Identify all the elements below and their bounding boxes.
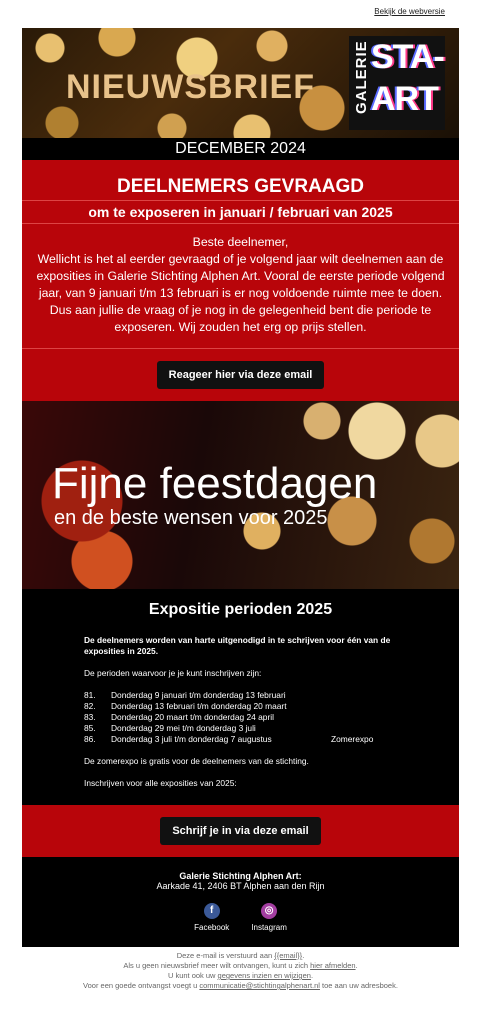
periods-list [84,690,429,745]
period-dates: Donderdag 13 februari t/m donderdag 20 maart [111,701,287,711]
instagram-icon: ◎ [261,903,277,919]
manage-data-link[interactable]: gegevens inzien en wijzigen [217,971,311,980]
list-item [84,712,429,723]
period-number: 83. [84,712,96,722]
holiday-banner [22,401,459,589]
periods-intro: De perioden waarvoor je je kunt inschrijven zijn: [84,668,262,678]
header-banner [22,28,459,138]
period-dates: Donderdag 29 mei t/m donderdag 3 juli [111,723,256,733]
instagram-link[interactable] [251,903,287,932]
facebook-link[interactable] [194,903,229,932]
legal-footer [0,951,481,991]
respond-email-button[interactable]: Reageer hier via deze email [157,361,325,389]
intro-subheading: om te exposeren in januari / februari van 2025 [22,200,459,224]
social-links [22,903,459,932]
facebook-label: Facebook [194,923,230,932]
legal-text: toe aan uw adresboek. [319,981,398,990]
list-item [84,690,429,701]
contact-email-link[interactable]: communicatie@stichtingalphenart.nl [199,981,320,990]
legal-text: . [310,971,314,980]
newsletter [22,28,459,947]
gallery-name: Galerie Stichting Alphen Art: [179,871,302,881]
expo-invite: De deelnemers worden van harte uitgenodigd in te schrijven voor één van de exposities in 2025. [84,635,391,656]
legal-line [0,981,481,991]
logo-sta-text: STA- [371,38,444,76]
period-dates: Donderdag 3 juli t/m donderdag 7 augustus [111,734,272,744]
register-section [22,805,459,857]
legal-text: U kunt ook uw [167,971,218,980]
intro-body [22,224,459,349]
instagram-label: Instagram [251,923,287,932]
intro-heading: DEELNEMERS GEVRAAGD [116,176,365,197]
list-item [84,734,429,745]
period-number: 85. [84,723,96,733]
issue-month: DECEMBER 2024 [22,138,459,160]
legal-line [0,951,481,961]
period-number: 81. [84,690,96,700]
email-placeholder-link[interactable]: {{email}} [274,951,303,960]
newsletter-title: NIEUWSBRIEF [66,68,315,106]
intro-paragraph: Wellicht is het al eerder gevraagd of je volgend jaar wilt deelnemen aan de exposities in Galerie Stichting Alphen Art. Vooral de eerste periode volgend jaar, van 9 januari t/m 13 februari is er nog voldoende ruimte mee te doen. Dus aan jullie de vraag of je nog in de gelegenheid bent die periode te exposeren. Wij zouden het erg op prijs stellen. [36,252,445,334]
logo-galerie-text: GALERIE [353,40,370,114]
period-number: 86. [84,734,96,744]
logo-art-text: ART [371,80,438,118]
register-intro: Inschrijven voor alle exposities van 2025: [84,778,237,788]
facebook-icon: f [204,903,220,919]
unsubscribe-link[interactable]: hier afmelden [310,961,356,970]
legal-text: . [355,961,358,970]
gallery-logo [349,36,445,130]
legal-text: Deze e-mail is verstuurd aan [176,951,275,960]
period-note: Zomerexpo [331,734,374,744]
legal-text: . [302,951,305,960]
list-item [84,701,429,712]
period-dates: Donderdag 9 januari t/m donderdag 13 februari [111,690,286,700]
legal-line [0,961,481,971]
legal-text: Als u geen nieuwsbrief meer wilt ontvangen, kunt u zich [123,961,311,970]
footer [22,857,459,947]
legal-text: Voor een goede ontvangst voegt u [83,981,200,990]
webversion-link[interactable]: Bekijk de webversie [374,7,445,16]
register-email-button[interactable]: Schrijf je in via deze email [160,817,320,845]
greeting: Beste deelnemer, [192,235,289,249]
holiday-greeting: Fijne feestdagen [52,459,378,508]
list-item [84,723,429,734]
gallery-address: Aarkade 41, 2406 BT Alphen aan den Rijn [156,881,325,891]
expo-section [22,589,459,805]
zomerexpo-note: De zomerexpo is gratis voor de deelnemers van de stichting. [84,756,309,766]
expo-body [22,627,459,805]
expo-title: Expositie perioden 2025 [148,601,333,618]
holiday-wishes: en de beste wensen voor 2025 [54,507,328,529]
period-number: 82. [84,701,96,711]
intro-section [22,160,459,401]
period-dates: Donderdag 20 maart t/m donderdag 24 april [111,712,274,722]
legal-line [0,971,481,981]
